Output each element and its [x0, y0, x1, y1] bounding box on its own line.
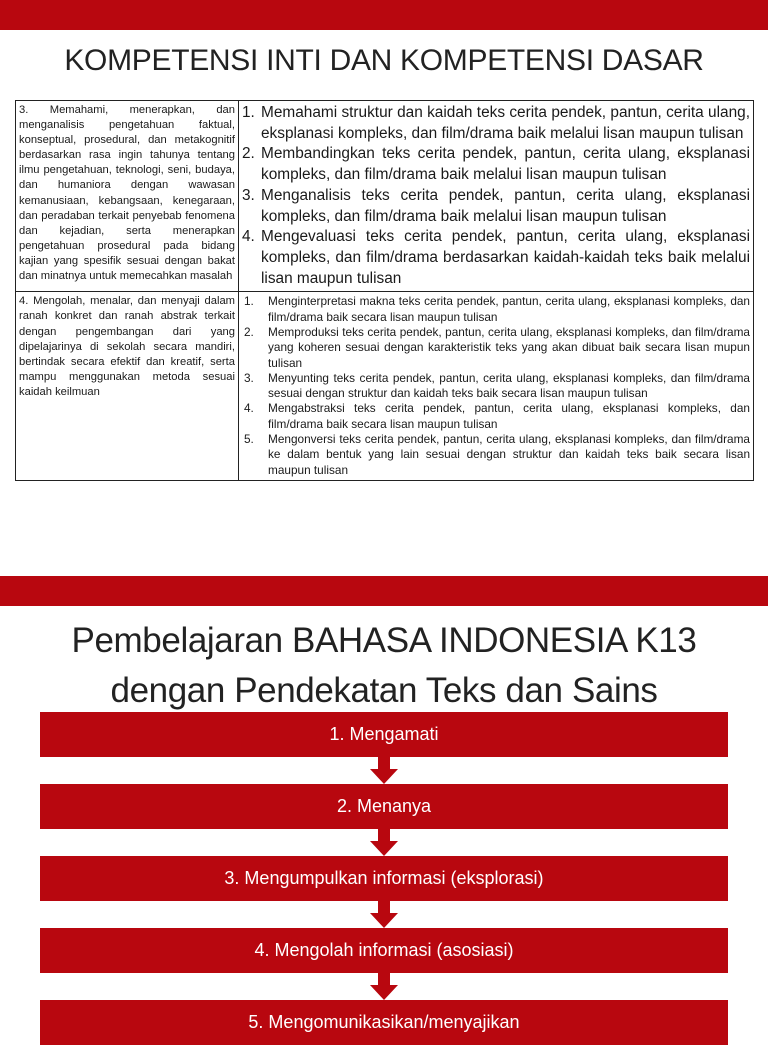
down-arrow-icon: [370, 829, 398, 856]
list-text: Menginterpretasi makna teks cerita pendek, pantun, cerita ulang, eksplanasi kompleks, dan film/drama baik secara lisan maupun tulisan: [268, 294, 750, 324]
list-number: 3.: [244, 370, 254, 385]
list-text: Membandingkan teks cerita pendek, pantun, cerita ulang, eksplanasi kompleks, dan film/drama baik melalui lisan maupun tulisan: [261, 145, 750, 184]
list-number: 4.: [242, 228, 255, 246]
kd-cell: [239, 101, 754, 292]
down-arrow-icon: [370, 901, 398, 928]
down-arrow-icon: [370, 973, 398, 1000]
table-row: [16, 292, 754, 481]
slide2-top-red-band: [0, 576, 768, 606]
list-text: Menganalisis teks cerita pendek, pantun, cerita ulang, eksplanasi kompleks, dan film/drama baik melalui lisan maupun tulisan: [261, 186, 750, 225]
step-box-4: 4. Mengolah informasi (asosiasi): [40, 928, 728, 973]
top-red-band: [0, 0, 768, 30]
list-item: [242, 144, 750, 185]
kd-list: [242, 103, 750, 289]
list-item: [242, 294, 750, 325]
kd-cell: [239, 292, 754, 481]
ki-cell: 4. Mengolah, menalar, dan menyaji dalam ranah konkret dan ranah abstrak terkait dengan pengembangan dari yang dipelajarinya di sekolah secara mandiri, bertindak secara efektif dan kreatif, serta mampu menggunakan metoda sesuai kaidah keilmuan: [16, 292, 239, 481]
step-box-2: 2. Menanya: [40, 784, 728, 829]
list-item: [242, 325, 750, 371]
list-text: Mengonversi teks cerita pendek, pantun, cerita ulang, eksplanasi kompleks, dan film/drama ke dalam bentuk yang lain sesuai dengan struktur dan kaidah teks baik secara lisan maupun tulisan: [268, 432, 750, 477]
list-number: 2.: [244, 324, 254, 339]
table-row: [16, 101, 754, 292]
list-number: 3.: [242, 186, 255, 204]
slide1-title: KOMPETENSI INTI DAN KOMPETENSI DASAR: [64, 44, 704, 77]
list-text: Menyunting teks cerita pendek, pantun, cerita ulang, eksplanasi kompleks, dan film/drama sesuai dengan struktur dan kaidah teks baik secara lisan maupun tulisan: [268, 370, 750, 401]
ki-cell: 3. Memahami, menerapkan, dan menganalisis pengetahuan faktual, konseptual, prosedural, dan metakognitif berdasarkan rasa ingin tahunya tentang ilmu pengetahuan, teknologi, seni, budaya, dan humaniora dengan wawasan kemanusiaan, kebangsaan, kenegaraan, dan peradaban terkait penyebab fenomena dan kejadian, serta menerapkan pengetahuan prosedural pada bidang kajian yang spesifik sesuai dengan bakat dan minatnya untuk memecahkan masalah: [16, 101, 239, 292]
list-item: [242, 401, 750, 432]
step-box-3: 3. Mengumpulkan informasi (eksplorasi): [40, 856, 728, 901]
list-number: 4.: [244, 401, 254, 416]
list-text: Mengabstraksi teks cerita pendek, pantun, cerita ulang, eksplanasi kompleks, dan film/drama baik secara lisan maupun tulisan: [268, 401, 750, 431]
list-number: 1.: [242, 104, 255, 121]
list-item: [242, 371, 750, 402]
list-number: 5.: [244, 432, 254, 446]
step-box-1: 1. Mengamati: [40, 712, 728, 757]
list-text: Memahami struktur dan kaidah teks cerita pendek, pantun, cerita ulang, eksplanasi kompleks, dan film/drama baik melalui lisan maupun tulisan: [261, 104, 750, 142]
list-item: [242, 432, 750, 478]
down-arrow-icon: [370, 757, 398, 784]
list-text: Mengevaluasi teks cerita pendek, pantun, cerita ulang, eksplanasi kompleks, dan film/drama berdasarkan kaidah-kaidah teks baik melalui lisan maupun tulisan: [261, 228, 750, 287]
slide2-title-line2: dengan Pendekatan Teks dan Sains: [110, 671, 658, 710]
slide2-title-line1: Pembelajaran BAHASA INDONESIA K13: [71, 621, 697, 660]
list-item: [242, 186, 750, 227]
list-number: 1.: [244, 294, 254, 309]
list-item: [242, 103, 750, 144]
ki-kd-table: [15, 100, 754, 481]
list-number: 2.: [242, 145, 255, 163]
step-box-5: 5. Mengomunikasikan/menyajikan: [40, 1000, 728, 1045]
list-item: [242, 227, 750, 289]
list-text: Memproduksi teks cerita pendek, pantun, cerita ulang, eksplanasi kompleks, dan film/drama yang koheren sesuai dengan karakteristik teks yang akan dibuat baik secara lisan mupun tulisan: [268, 324, 750, 370]
slide2-title: [0, 616, 768, 716]
kd-list: [242, 294, 750, 478]
